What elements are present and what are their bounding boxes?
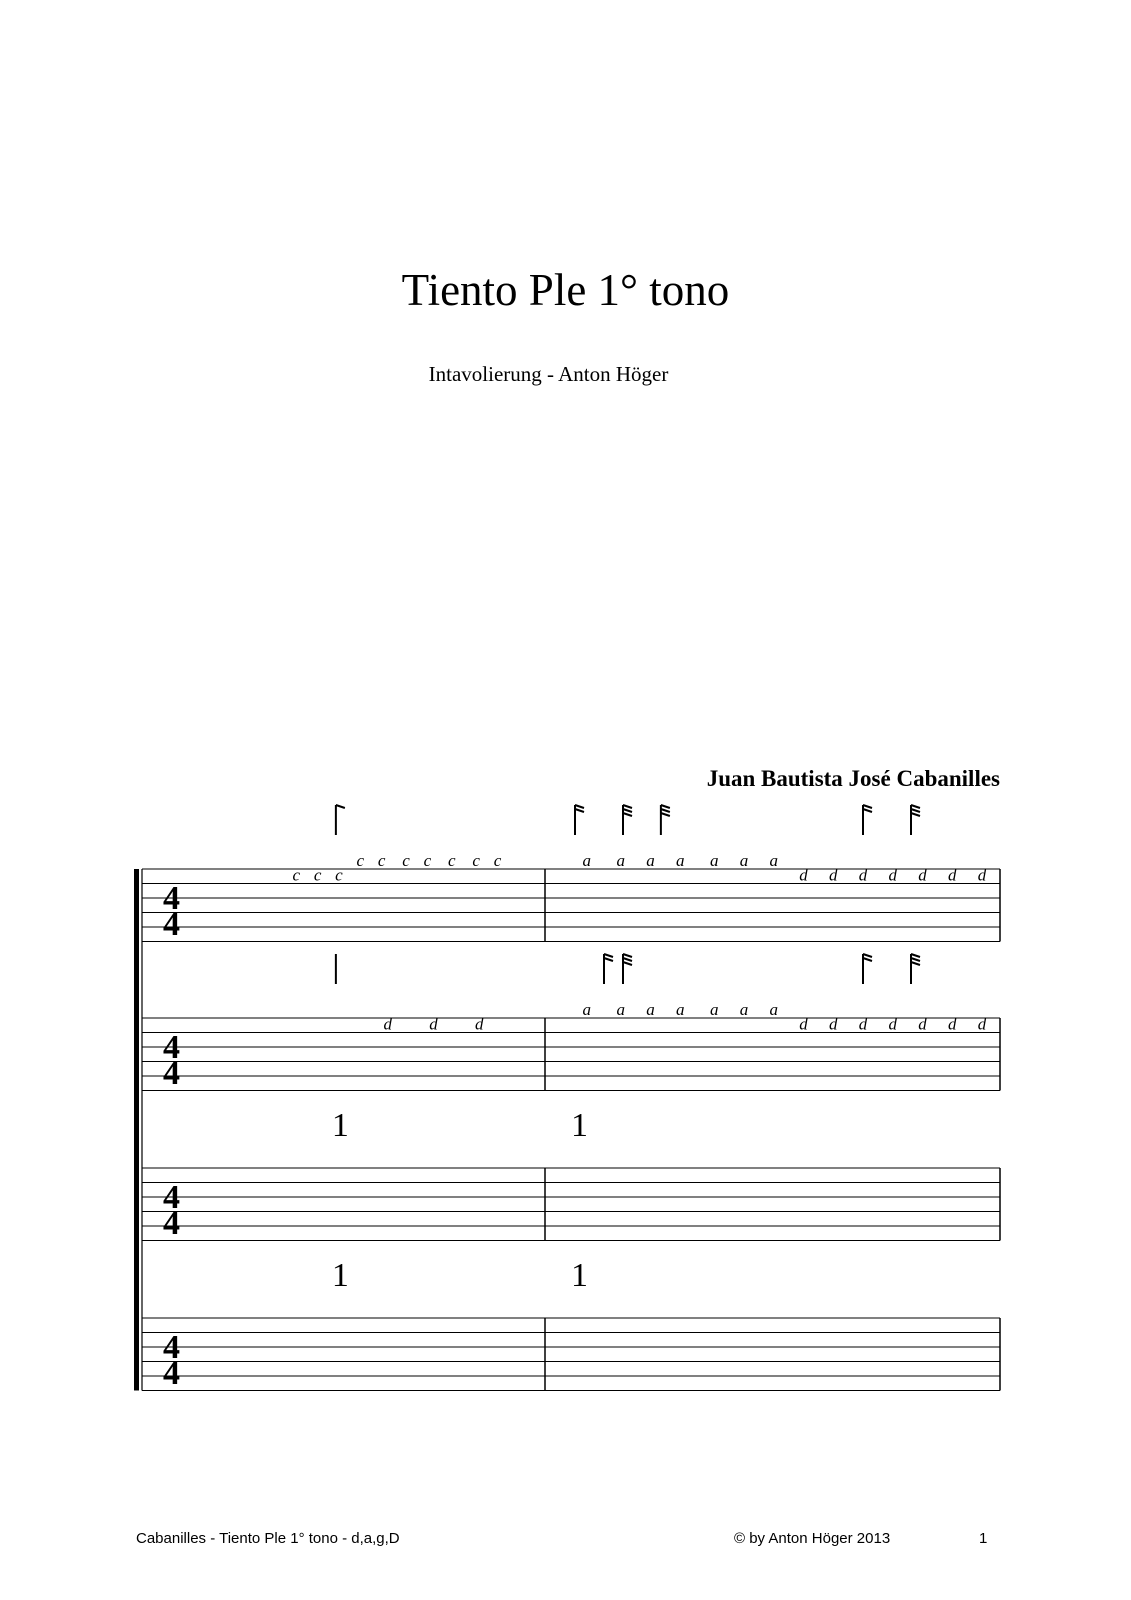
rhythm-flag	[604, 958, 613, 961]
composer: Juan Bautista José Cabanilles	[706, 766, 1000, 791]
rhythm-flag	[336, 805, 345, 808]
rhythm-flag	[661, 809, 670, 812]
tab-letter: c	[335, 865, 343, 885]
rhythm-flag	[623, 813, 632, 816]
rhythm-flag	[575, 805, 584, 808]
subtitle: Intavolierung - Anton Höger	[428, 362, 669, 386]
tab-letter: a	[739, 1000, 749, 1019]
rhythm-flag	[863, 954, 872, 957]
rhythm-flag	[863, 805, 872, 808]
rhythm-flag	[623, 805, 632, 808]
tab-letter: c	[472, 851, 480, 870]
page-number: 1	[979, 1530, 988, 1547]
time-signature-top: 4	[163, 1029, 180, 1066]
tab-letter: d	[977, 1014, 987, 1034]
tab-letter: a	[710, 851, 719, 870]
tab-letter: d	[977, 865, 987, 885]
rhythm-flag	[863, 958, 872, 961]
tab-letter: d	[829, 865, 838, 885]
rhythm-flag	[661, 813, 670, 816]
tab-letter: a	[582, 1000, 591, 1019]
footer-left: Cabanilles - Tiento Ple 1° tono - d,a,g,D	[136, 1530, 400, 1547]
time-signature-bottom: 4	[163, 1355, 180, 1392]
tab-letter: c	[493, 851, 502, 870]
tab-letter: d	[858, 865, 868, 885]
tab-letter: a	[582, 851, 591, 870]
rhythm-flag	[911, 809, 920, 812]
tab-letter: a	[676, 851, 685, 870]
rhythm-flag	[911, 954, 920, 957]
rhythm-flag	[623, 958, 632, 961]
tab-letter: a	[646, 1000, 655, 1019]
tab-letter: a	[769, 1000, 778, 1019]
tab-letter: d	[948, 1014, 957, 1034]
tab-letter: c	[423, 851, 432, 870]
tab-letter: a	[616, 1000, 625, 1019]
tab-letter: d	[799, 865, 808, 885]
tab-letter: a	[646, 851, 655, 870]
rhythm-flag	[863, 809, 872, 812]
tab-letter: d	[475, 1014, 484, 1034]
rhythm-flag	[661, 805, 670, 808]
rhythm-flag	[911, 958, 920, 961]
system-thick-barline	[134, 869, 139, 1391]
tab-letter: c	[402, 851, 410, 870]
rhythm-flag	[623, 954, 632, 957]
rhythm-flag	[604, 954, 613, 957]
tab-letter: d	[888, 865, 897, 885]
rhythm-flag	[911, 962, 920, 965]
time-signature-bottom: 4	[163, 1055, 180, 1092]
tab-letter: d	[799, 1014, 808, 1034]
tab-letter: d	[918, 865, 927, 885]
tab-letter: d	[948, 865, 957, 885]
tab-letter: d	[429, 1014, 438, 1034]
rhythm-flag	[911, 813, 920, 816]
rhythm-flag	[575, 809, 584, 812]
tab-letter: d	[888, 1014, 897, 1034]
tab-letter: d	[383, 1014, 392, 1034]
rhythm-flag	[623, 809, 632, 812]
rhythm-sign: 1	[331, 1107, 349, 1144]
tab-letter: a	[676, 1000, 685, 1019]
tab-letter: c	[356, 851, 365, 870]
time-signature-top: 4	[163, 880, 180, 917]
tab-letter: d	[858, 1014, 868, 1034]
tab-letter: c	[448, 851, 456, 870]
time-signature-bottom: 4	[163, 906, 180, 943]
rhythm-sign: 1	[331, 1257, 349, 1294]
rhythm-flag	[623, 962, 632, 965]
time-signature-bottom: 4	[163, 1205, 180, 1242]
tab-letter: c	[377, 851, 386, 870]
tab-letter: c	[292, 865, 301, 885]
rhythm-sign: 1	[571, 1257, 588, 1294]
page-title: Tiento Ple 1° tono	[401, 265, 730, 315]
footer-copyright: © by Anton Höger 2013	[734, 1530, 891, 1547]
rhythm-sign: 1	[571, 1107, 588, 1144]
time-signature-top: 4	[163, 1329, 180, 1366]
tab-letter: c	[313, 865, 322, 885]
tab-letter: a	[769, 851, 778, 870]
tab-letter: a	[616, 851, 625, 870]
rhythm-flag	[911, 805, 920, 808]
tab-letter: d	[829, 1014, 838, 1034]
tab-letter: a	[739, 851, 749, 870]
tab-letter: d	[918, 1014, 927, 1034]
time-signature-top: 4	[163, 1179, 180, 1216]
tab-letter: a	[710, 1000, 719, 1019]
